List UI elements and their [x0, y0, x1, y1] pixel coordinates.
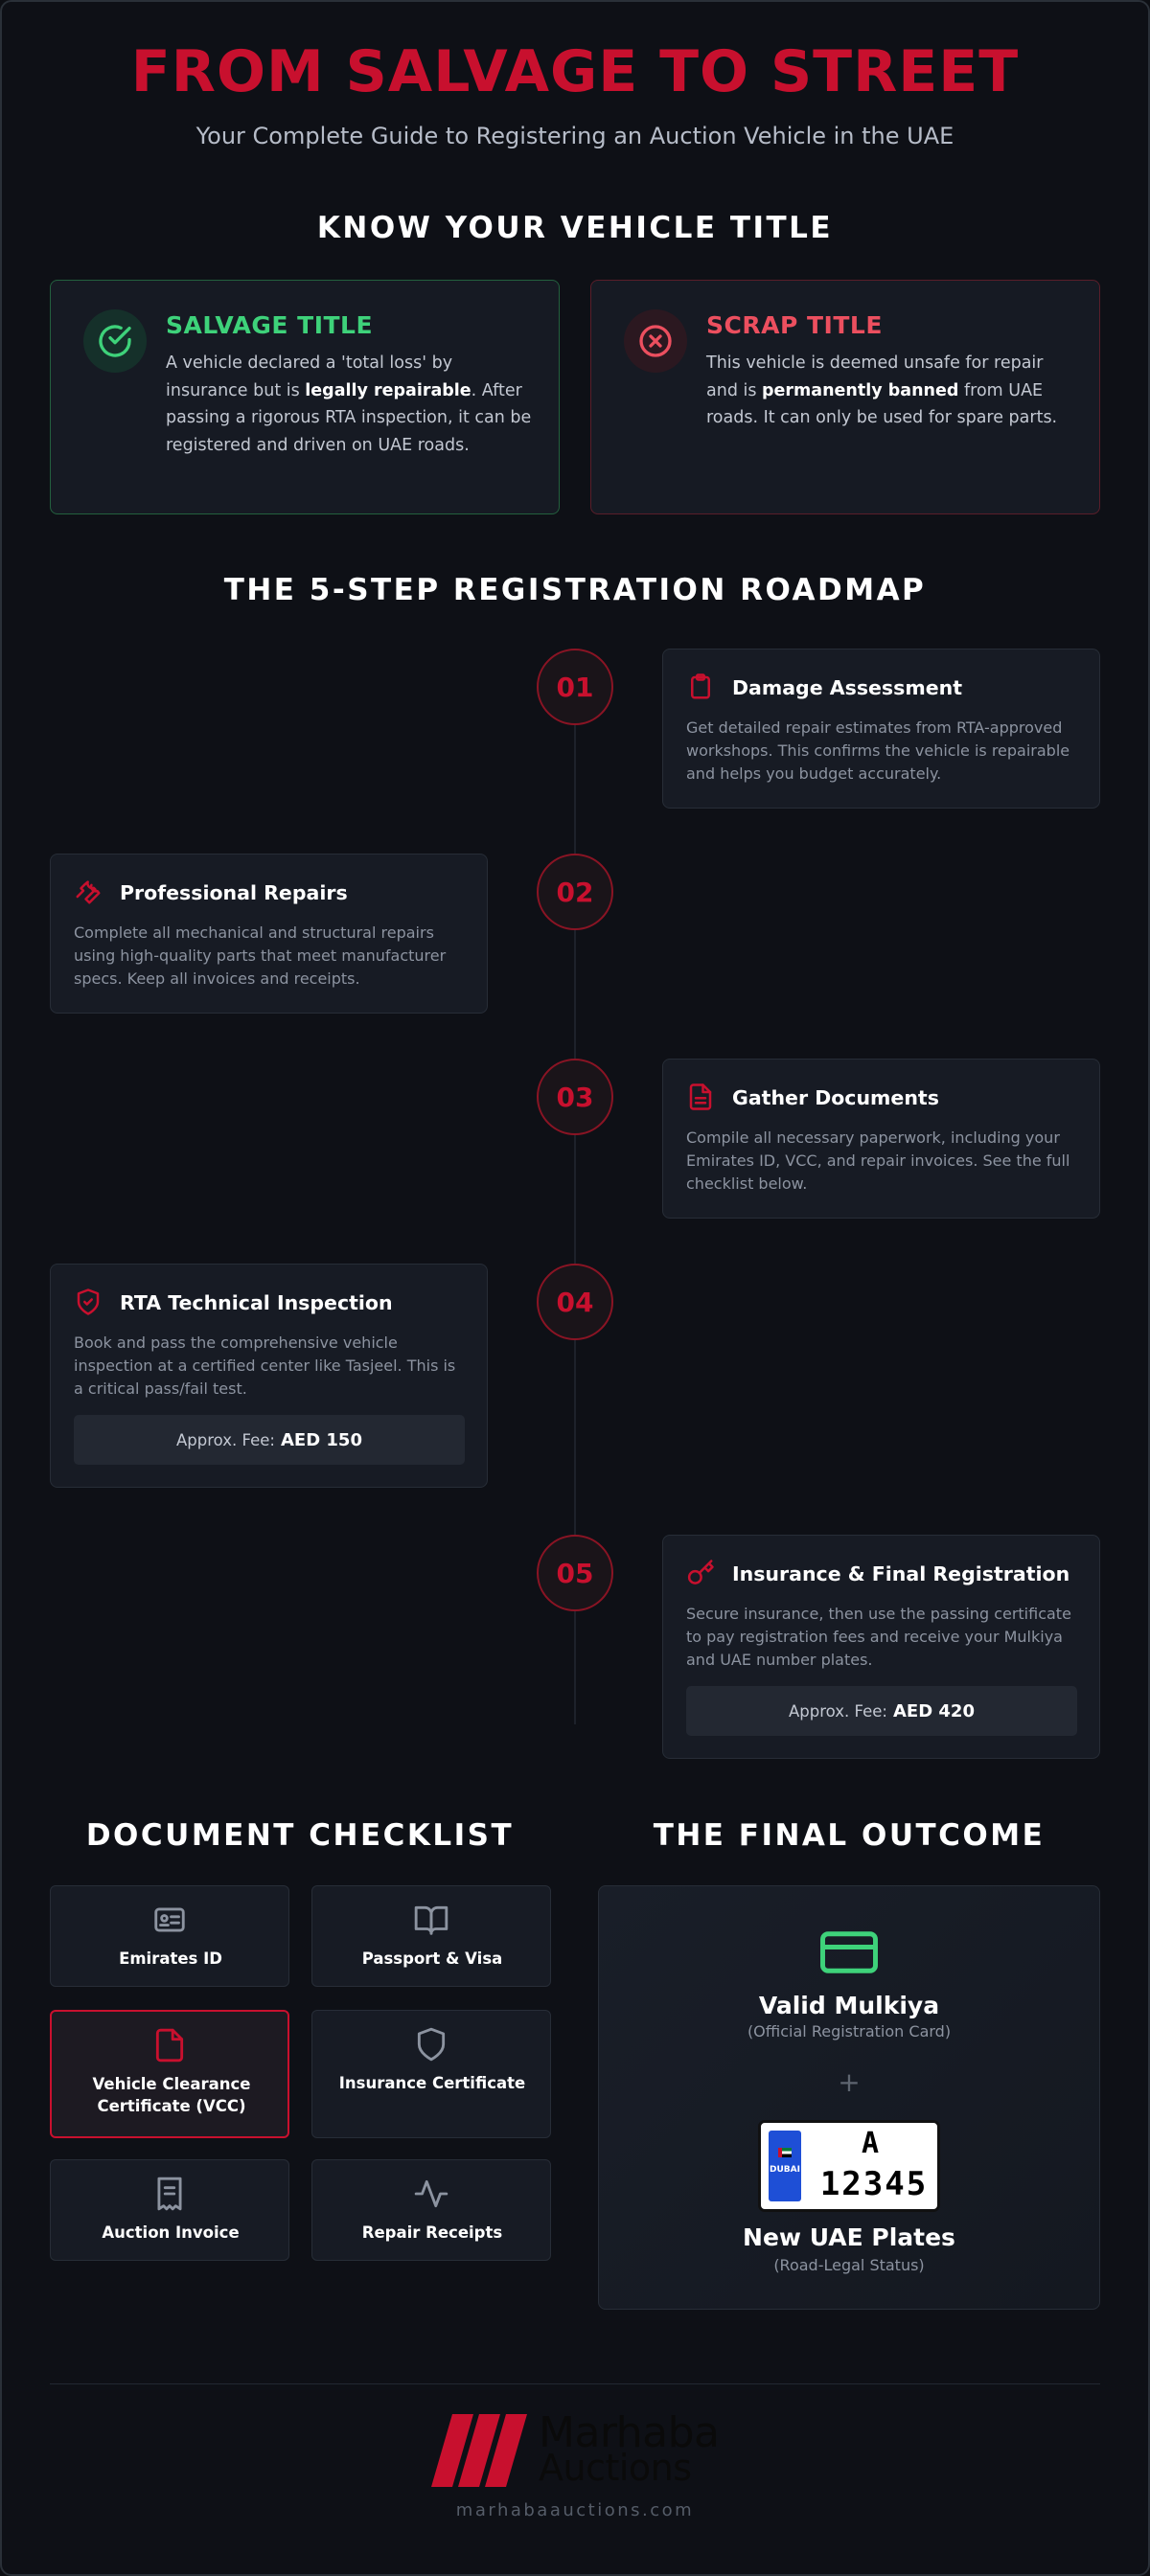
- step-title: Insurance & Final Registration: [732, 1562, 1070, 1585]
- mulkiya-subtitle: (Official Registration Card): [747, 2022, 952, 2040]
- step-number: 03: [537, 1059, 613, 1135]
- shield-icon: [312, 2026, 550, 2063]
- shield-check-icon: [74, 1288, 103, 1316]
- step-number: 04: [537, 1264, 613, 1340]
- plate-city: DUBAI: [770, 2165, 800, 2175]
- receipt-icon: [51, 2176, 288, 2212]
- footer-url[interactable]: marhabaauctions.com: [455, 2500, 695, 2520]
- step-card-damage-assessment: [662, 649, 1100, 809]
- step-description: Book and pass the comprehensive vehicle inspection at a certified center like Tasjeel. This is a critical pass/fail test.: [74, 1334, 456, 1398]
- id-card-icon: [51, 1902, 288, 1938]
- doc-label: Passport & Visa: [361, 1949, 503, 1968]
- salvage-title-heading: SALVAGE TITLE: [166, 311, 374, 339]
- check-circle-icon: [83, 309, 147, 373]
- license-plate: [758, 2120, 940, 2212]
- step-number: 02: [537, 854, 613, 930]
- roadmap-heading: THE 5-STEP REGISTRATION ROADMAP: [223, 573, 927, 607]
- book-open-icon: [312, 1902, 550, 1938]
- step-card-rta-inspection: [50, 1264, 488, 1488]
- checklist-heading: DOCUMENT CHECKLIST: [85, 1818, 515, 1853]
- doc-label: Emirates ID: [119, 1949, 222, 1968]
- doc-label: Repair Receipts: [361, 2223, 503, 2242]
- scrap-title-description: This vehicle is deemed unsafe for repair and is permanently banned from UAE roads. It can only be used for spare parts.: [706, 353, 1058, 427]
- scrap-title-card: [590, 280, 1100, 514]
- plates-subtitle: (Road-Legal Status): [773, 2256, 925, 2274]
- step-title: RTA Technical Inspection: [120, 1291, 393, 1314]
- doc-card-repair-receipts: [311, 2159, 551, 2261]
- x-circle-icon: [624, 309, 687, 373]
- titles-heading: KNOW YOUR VEHICLE TITLE: [316, 211, 834, 245]
- plate-letter: A: [861, 2127, 880, 2160]
- doc-label: Insurance Certificate: [338, 2074, 526, 2092]
- fee-value: AED 420: [892, 1700, 975, 1721]
- doc-card-passport-visa: [311, 1885, 551, 1987]
- doc-label: Vehicle Clearance Certificate (VCC): [92, 2075, 251, 2115]
- step-card-professional-repairs: [50, 854, 488, 1014]
- scrap-title-heading: SCRAP TITLE: [706, 311, 883, 339]
- fee-label: Approx. Fee:: [176, 1430, 275, 1449]
- marhaba-logo: [431, 2408, 728, 2489]
- doc-card-auction-invoice: [50, 2159, 289, 2261]
- outcome-card: [598, 1885, 1100, 2310]
- step-card-final-registration: [662, 1535, 1100, 1759]
- uae-flag-icon: [778, 2148, 792, 2157]
- footer-divider: [50, 2383, 1100, 2384]
- step-title: Damage Assessment: [732, 676, 962, 699]
- salvage-title-description: A vehicle declared a 'total loss' by insurance but is legally repairable. After passing a rigorous RTA inspection, it can be registered and driven on UAE roads.: [166, 353, 532, 455]
- wrench-icon: [74, 878, 103, 906]
- plate-emirate-strip: [769, 2131, 801, 2201]
- document-icon: [52, 2027, 288, 2063]
- step-number: 05: [537, 1535, 613, 1611]
- plate-number: 12345: [819, 2165, 929, 2203]
- logo-mark-icon: [431, 2414, 537, 2487]
- fee-box: [686, 1686, 1077, 1736]
- page-subtitle: Your Complete Guide to Registering an Auction Vehicle in the UAE: [196, 123, 954, 149]
- mulkiya-title: Valid Mulkiya: [758, 1992, 940, 2019]
- step-description: Compile all necessary paperwork, including your Emirates ID, VCC, and repair invoices. See the full checklist below.: [686, 1128, 1070, 1193]
- clipboard-icon: [686, 672, 715, 701]
- fee-label: Approx. Fee:: [789, 1701, 887, 1721]
- outcome-heading: THE FINAL OUTCOME: [653, 1818, 1046, 1853]
- step-card-gather-documents: [662, 1059, 1100, 1219]
- step-description: Secure insurance, then use the passing certificate to pay registration fees and receive your Mulkiya and UAE number plates.: [686, 1605, 1071, 1669]
- doc-card-emirates-id: [50, 1885, 289, 1987]
- document-icon: [686, 1083, 715, 1111]
- plus-sign: +: [838, 2066, 861, 2098]
- doc-card-insurance: [311, 2010, 551, 2138]
- page-title: FROM SALVAGE TO STREET: [130, 38, 1020, 105]
- activity-icon: [312, 2176, 550, 2212]
- credit-card-icon: [599, 1921, 1099, 1984]
- plates-title: New UAE Plates: [743, 2223, 955, 2251]
- step-title: Professional Repairs: [120, 881, 348, 904]
- step-description: Complete all mechanical and structural repairs using high-quality parts that meet manufacturer specs. Keep all invoices and receipts.: [74, 923, 447, 988]
- step-number: 01: [537, 649, 613, 725]
- fee-value: AED 150: [280, 1429, 362, 1450]
- step-description: Get detailed repair estimates from RTA-approved workshops. This confirms the vehicle is repairable and helps you budget accurately.: [686, 718, 1070, 783]
- salvage-title-card: [50, 280, 560, 514]
- doc-label: Auction Invoice: [102, 2223, 240, 2242]
- step-title: Gather Documents: [732, 1086, 939, 1109]
- logo-text-line2: Auctions: [539, 2447, 692, 2489]
- fee-box: [74, 1415, 465, 1465]
- doc-card-vcc: [50, 2010, 289, 2138]
- logo-text-line1: Marhaba: [539, 2408, 720, 2457]
- key-icon: [686, 1559, 715, 1587]
